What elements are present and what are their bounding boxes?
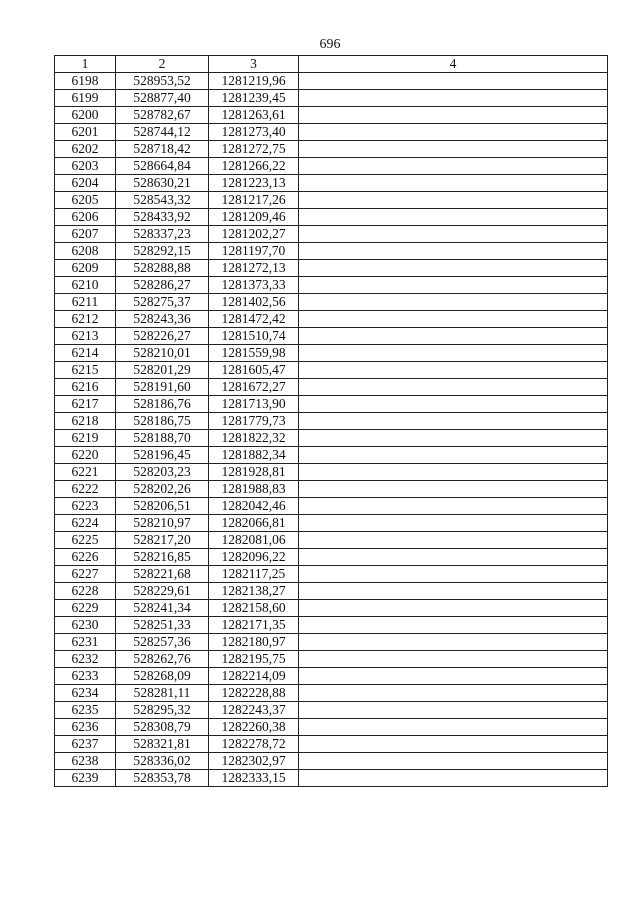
table-cell: 1281209,46 <box>209 209 299 226</box>
column-header: 2 <box>116 56 209 73</box>
table-row <box>55 532 608 549</box>
table-cell <box>299 226 608 243</box>
table-cell: 1282333,15 <box>209 770 299 787</box>
table-cell <box>299 175 608 192</box>
table-cell: 528782,67 <box>116 107 209 124</box>
table-cell: 528281,11 <box>116 685 209 702</box>
table-cell: 528186,76 <box>116 396 209 413</box>
table-row <box>55 464 608 481</box>
table-cell: 528337,23 <box>116 226 209 243</box>
table-cell: 528257,36 <box>116 634 209 651</box>
table-cell <box>299 583 608 600</box>
table-cell: 6209 <box>55 260 116 277</box>
table-cell <box>299 600 608 617</box>
table-cell: 6222 <box>55 481 116 498</box>
table-cell: 1282278,72 <box>209 736 299 753</box>
table-cell: 6210 <box>55 277 116 294</box>
table-cell: 528286,27 <box>116 277 209 294</box>
table-row <box>55 566 608 583</box>
table-cell <box>299 498 608 515</box>
table-cell: 1282158,60 <box>209 600 299 617</box>
table-cell: 1282066,81 <box>209 515 299 532</box>
table-cell <box>299 719 608 736</box>
table-cell: 528630,21 <box>116 175 209 192</box>
table-cell: 1281779,73 <box>209 413 299 430</box>
table-cell: 1282228,88 <box>209 685 299 702</box>
table-cell: 528336,02 <box>116 753 209 770</box>
table-cell <box>299 770 608 787</box>
table-cell: 1281202,27 <box>209 226 299 243</box>
table-cell <box>299 634 608 651</box>
table-row <box>55 328 608 345</box>
table-cell <box>299 464 608 481</box>
table-row <box>55 481 608 498</box>
table-cell: 6236 <box>55 719 116 736</box>
table-row <box>55 396 608 413</box>
table-cell: 1282042,46 <box>209 498 299 515</box>
table-cell <box>299 396 608 413</box>
table-cell: 1281272,13 <box>209 260 299 277</box>
table-cell: 528295,32 <box>116 702 209 719</box>
table-cell: 528308,79 <box>116 719 209 736</box>
table-cell: 1282171,35 <box>209 617 299 634</box>
table-cell: 1282302,97 <box>209 753 299 770</box>
table-cell: 6216 <box>55 379 116 396</box>
table-cell: 528210,01 <box>116 345 209 362</box>
table-cell: 1281197,70 <box>209 243 299 260</box>
table-cell: 528744,12 <box>116 124 209 141</box>
table-row <box>55 583 608 600</box>
table-cell: 1281217,26 <box>209 192 299 209</box>
column-header: 4 <box>299 56 608 73</box>
table-cell: 528241,34 <box>116 600 209 617</box>
table-row <box>55 73 608 90</box>
table-cell: 528217,20 <box>116 532 209 549</box>
table-cell <box>299 447 608 464</box>
table-cell: 6238 <box>55 753 116 770</box>
table-row <box>55 175 608 192</box>
table-cell <box>299 753 608 770</box>
table-row <box>55 498 608 515</box>
table-cell: 528210,97 <box>116 515 209 532</box>
table-cell: 528543,32 <box>116 192 209 209</box>
table-cell: 6215 <box>55 362 116 379</box>
table-row <box>55 719 608 736</box>
table-row <box>55 311 608 328</box>
table-cell: 528202,26 <box>116 481 209 498</box>
table-cell: 6218 <box>55 413 116 430</box>
table-cell: 528206,51 <box>116 498 209 515</box>
table-row <box>55 90 608 107</box>
table-cell: 528321,81 <box>116 736 209 753</box>
table-cell: 1282243,37 <box>209 702 299 719</box>
table-row <box>55 209 608 226</box>
table-cell: 6198 <box>55 73 116 90</box>
table-row <box>55 447 608 464</box>
table-cell: 6232 <box>55 651 116 668</box>
table-cell: 6203 <box>55 158 116 175</box>
table-cell: 6230 <box>55 617 116 634</box>
table-cell <box>299 532 608 549</box>
table-cell <box>299 345 608 362</box>
table-cell <box>299 158 608 175</box>
table-cell: 6231 <box>55 634 116 651</box>
table-row <box>55 192 608 209</box>
table-cell <box>299 668 608 685</box>
table-cell: 6214 <box>55 345 116 362</box>
table-row <box>55 277 608 294</box>
table-cell: 6235 <box>55 702 116 719</box>
table-cell: 528251,33 <box>116 617 209 634</box>
table-cell <box>299 260 608 277</box>
table-cell: 6213 <box>55 328 116 345</box>
table-cell: 1281273,40 <box>209 124 299 141</box>
table-cell: 6219 <box>55 430 116 447</box>
table-cell: 6224 <box>55 515 116 532</box>
table-cell <box>299 277 608 294</box>
table-row <box>55 158 608 175</box>
column-header: 1 <box>55 56 116 73</box>
table-cell: 528292,15 <box>116 243 209 260</box>
table-cell: 528268,09 <box>116 668 209 685</box>
table-row <box>55 634 608 651</box>
table-cell <box>299 736 608 753</box>
table-cell <box>299 73 608 90</box>
table-row <box>55 600 608 617</box>
table-cell <box>299 243 608 260</box>
table-cell <box>299 209 608 226</box>
table-row <box>55 651 608 668</box>
table-cell: 1282081,06 <box>209 532 299 549</box>
table-row <box>55 430 608 447</box>
table-cell: 528877,40 <box>116 90 209 107</box>
table-cell: 1281373,33 <box>209 277 299 294</box>
table-cell: 528353,78 <box>116 770 209 787</box>
table-cell <box>299 107 608 124</box>
table-row <box>55 702 608 719</box>
table-cell <box>299 413 608 430</box>
table-row <box>55 294 608 311</box>
table-row <box>55 685 608 702</box>
table-cell: 528186,75 <box>116 413 209 430</box>
table-cell: 528191,60 <box>116 379 209 396</box>
table-row <box>55 379 608 396</box>
table-row <box>55 413 608 430</box>
table-row <box>55 736 608 753</box>
table-cell: 6205 <box>55 192 116 209</box>
table-cell: 1282096,22 <box>209 549 299 566</box>
table-cell: 1281510,74 <box>209 328 299 345</box>
table-cell <box>299 328 608 345</box>
table-row <box>55 107 608 124</box>
table-cell: 528196,45 <box>116 447 209 464</box>
table-row <box>55 243 608 260</box>
table-cell: 6220 <box>55 447 116 464</box>
table-cell: 1282180,97 <box>209 634 299 651</box>
table-header-row <box>55 56 608 73</box>
table-cell: 6226 <box>55 549 116 566</box>
table-cell: 6221 <box>55 464 116 481</box>
table-cell: 528288,88 <box>116 260 209 277</box>
table-cell <box>299 702 608 719</box>
table-row <box>55 362 608 379</box>
table-cell: 528226,27 <box>116 328 209 345</box>
table-cell <box>299 651 608 668</box>
table-cell: 6202 <box>55 141 116 158</box>
table-cell: 528216,85 <box>116 549 209 566</box>
table-cell: 528221,68 <box>116 566 209 583</box>
table-cell <box>299 549 608 566</box>
table-row <box>55 226 608 243</box>
table-cell: 6206 <box>55 209 116 226</box>
table-cell: 528718,42 <box>116 141 209 158</box>
table-cell: 6227 <box>55 566 116 583</box>
table-cell: 1282138,27 <box>209 583 299 600</box>
table-cell: 6208 <box>55 243 116 260</box>
table-cell: 6239 <box>55 770 116 787</box>
table-cell: 528664,84 <box>116 158 209 175</box>
table-cell: 6204 <box>55 175 116 192</box>
table-cell: 6229 <box>55 600 116 617</box>
table-cell: 528203,23 <box>116 464 209 481</box>
table-cell: 1281223,13 <box>209 175 299 192</box>
table-cell: 6201 <box>55 124 116 141</box>
table-cell: 6211 <box>55 294 116 311</box>
table-cell: 1281988,83 <box>209 481 299 498</box>
table-cell: 6237 <box>55 736 116 753</box>
table-cell: 1282195,75 <box>209 651 299 668</box>
table-row <box>55 124 608 141</box>
table-cell <box>299 90 608 107</box>
table-cell <box>299 311 608 328</box>
table-cell: 6212 <box>55 311 116 328</box>
table-cell <box>299 362 608 379</box>
table-cell: 528953,52 <box>116 73 209 90</box>
table-cell <box>299 124 608 141</box>
table-cell: 1281239,45 <box>209 90 299 107</box>
table-cell: 6223 <box>55 498 116 515</box>
table-cell: 6225 <box>55 532 116 549</box>
table-cell: 1281472,42 <box>209 311 299 328</box>
table-cell <box>299 141 608 158</box>
table-cell <box>299 685 608 702</box>
table-body <box>55 73 608 787</box>
table-row <box>55 515 608 532</box>
table-cell: 6234 <box>55 685 116 702</box>
table-cell <box>299 294 608 311</box>
table-cell: 6228 <box>55 583 116 600</box>
table-cell: 528201,29 <box>116 362 209 379</box>
table-cell <box>299 617 608 634</box>
table-cell: 1281605,47 <box>209 362 299 379</box>
table-cell: 1281272,75 <box>209 141 299 158</box>
table-cell: 1281672,27 <box>209 379 299 396</box>
table-row <box>55 549 608 566</box>
table-cell <box>299 430 608 447</box>
table-row <box>55 260 608 277</box>
coordinates-table <box>54 55 608 787</box>
table-cell: 1281882,34 <box>209 447 299 464</box>
table-cell: 6207 <box>55 226 116 243</box>
table-cell <box>299 515 608 532</box>
table-cell: 6200 <box>55 107 116 124</box>
table-cell: 528275,37 <box>116 294 209 311</box>
table-row <box>55 668 608 685</box>
table-cell: 1282214,09 <box>209 668 299 685</box>
table-cell: 1282117,25 <box>209 566 299 583</box>
table-cell: 1281263,61 <box>209 107 299 124</box>
table-row <box>55 141 608 158</box>
table-cell: 1282260,38 <box>209 719 299 736</box>
table-cell: 528243,36 <box>116 311 209 328</box>
table-row <box>55 345 608 362</box>
table-cell: 6199 <box>55 90 116 107</box>
page-number: 696 <box>319 37 341 52</box>
table-cell: 1281559,98 <box>209 345 299 362</box>
table-row <box>55 770 608 787</box>
table-cell: 6217 <box>55 396 116 413</box>
column-header: 3 <box>209 56 299 73</box>
table-cell: 6233 <box>55 668 116 685</box>
table-cell <box>299 566 608 583</box>
table-cell: 1281928,81 <box>209 464 299 481</box>
table-row <box>55 617 608 634</box>
table-cell <box>299 192 608 209</box>
table-cell: 528229,61 <box>116 583 209 600</box>
table-cell: 1281822,32 <box>209 430 299 447</box>
table-row <box>55 753 608 770</box>
table-cell: 1281402,56 <box>209 294 299 311</box>
table-cell: 528188,70 <box>116 430 209 447</box>
table-cell: 528433,92 <box>116 209 209 226</box>
table-cell: 1281713,90 <box>209 396 299 413</box>
table-cell: 1281266,22 <box>209 158 299 175</box>
table-cell <box>299 379 608 396</box>
table-cell: 528262,76 <box>116 651 209 668</box>
table-cell: 1281219,96 <box>209 73 299 90</box>
table-cell <box>299 481 608 498</box>
